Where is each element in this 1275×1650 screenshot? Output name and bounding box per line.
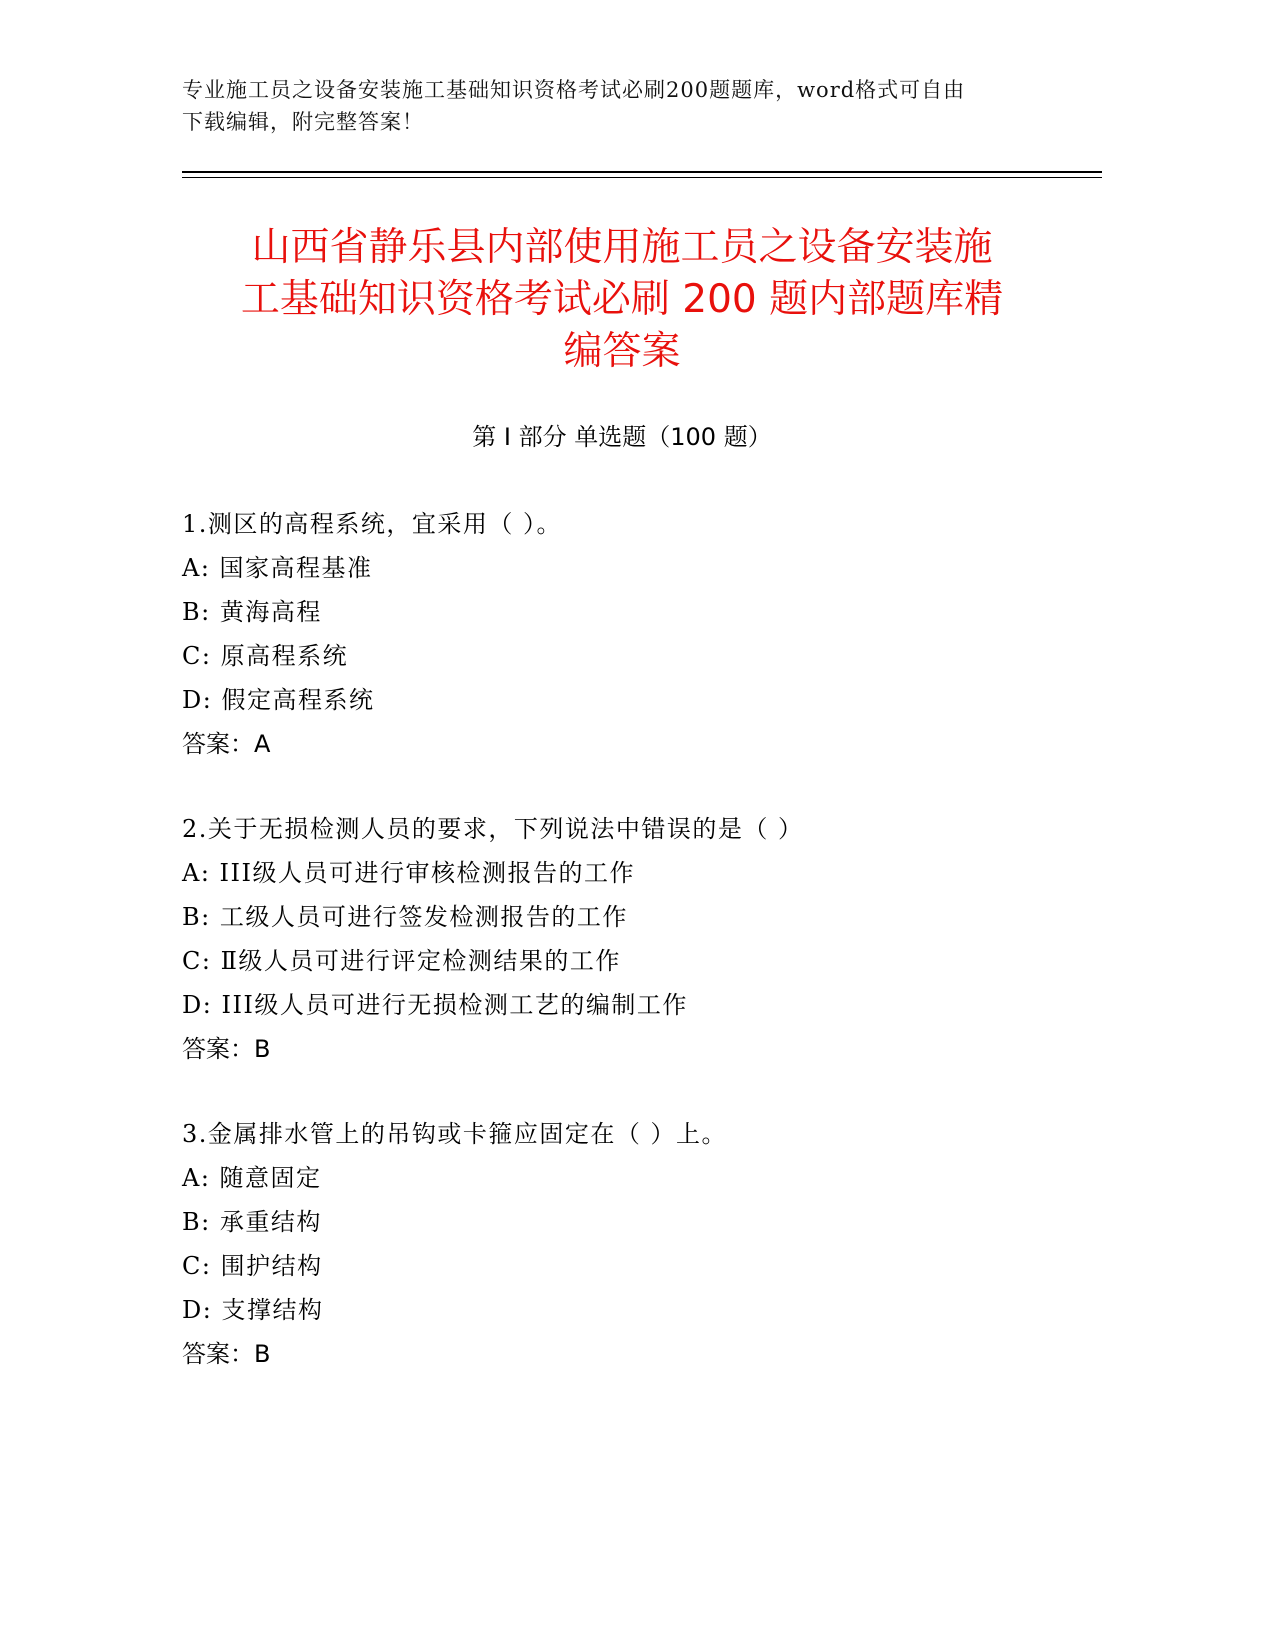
answer: 答案：B xyxy=(182,1340,271,1368)
question-2 xyxy=(182,807,1082,1071)
header-divider-thin xyxy=(182,177,1102,178)
question-stem: 1.测区的高程系统，宜采用（ ）。 xyxy=(182,510,563,538)
answer: 答案：A xyxy=(182,730,271,758)
question-stem: 3.金属排水管上的吊钩或卡箍应固定在（ ）上。 xyxy=(182,1120,728,1148)
option-c: C: 原高程系统 xyxy=(182,642,349,670)
answer: 答案：B xyxy=(182,1035,271,1063)
option-d: D: 假定高程系统 xyxy=(182,686,375,714)
title-line-1: 山西省静乐县内部使用施工员之设备安装施 xyxy=(251,225,993,270)
option-a: A: 随意固定 xyxy=(182,1164,322,1192)
option-a: A: 国家高程基准 xyxy=(182,554,373,582)
option-d: D: III级人员可进行无损检测工艺的编制工作 xyxy=(182,991,688,1019)
question-1 xyxy=(182,502,1082,766)
option-b: B: 工级人员可进行签发检测报告的工作 xyxy=(182,903,628,931)
option-d: D: 支撑结构 xyxy=(182,1296,324,1324)
question-stem: 2.关于无损检测人员的要求，下列说法中错误的是（ ） xyxy=(182,815,804,843)
header-note-line-1: 专业施工员之设备安装施工基础知识资格考试必刷200题题库，word格式可自由 xyxy=(182,78,966,102)
option-c: C: 围护结构 xyxy=(182,1252,323,1280)
option-b: B: 承重结构 xyxy=(182,1208,322,1236)
document-title xyxy=(182,222,1062,378)
question-3 xyxy=(182,1112,1082,1376)
option-a: A: III级人员可进行审核检测报告的工作 xyxy=(182,859,635,887)
option-c: C: Ⅱ级人员可进行评定检测结果的工作 xyxy=(182,947,621,975)
header-divider-thick xyxy=(182,171,1102,173)
header-note-line-2: 下载编辑，附完整答案！ xyxy=(182,110,424,134)
section-heading: 第 I 部分 单选题（100 题） xyxy=(472,423,772,451)
title-line-2: 工基础知识资格考试必刷 200 题内部题库精 xyxy=(240,277,1004,322)
header-note xyxy=(182,74,1062,138)
title-line-3: 编答案 xyxy=(563,329,681,374)
option-b: B: 黄海高程 xyxy=(182,598,322,626)
